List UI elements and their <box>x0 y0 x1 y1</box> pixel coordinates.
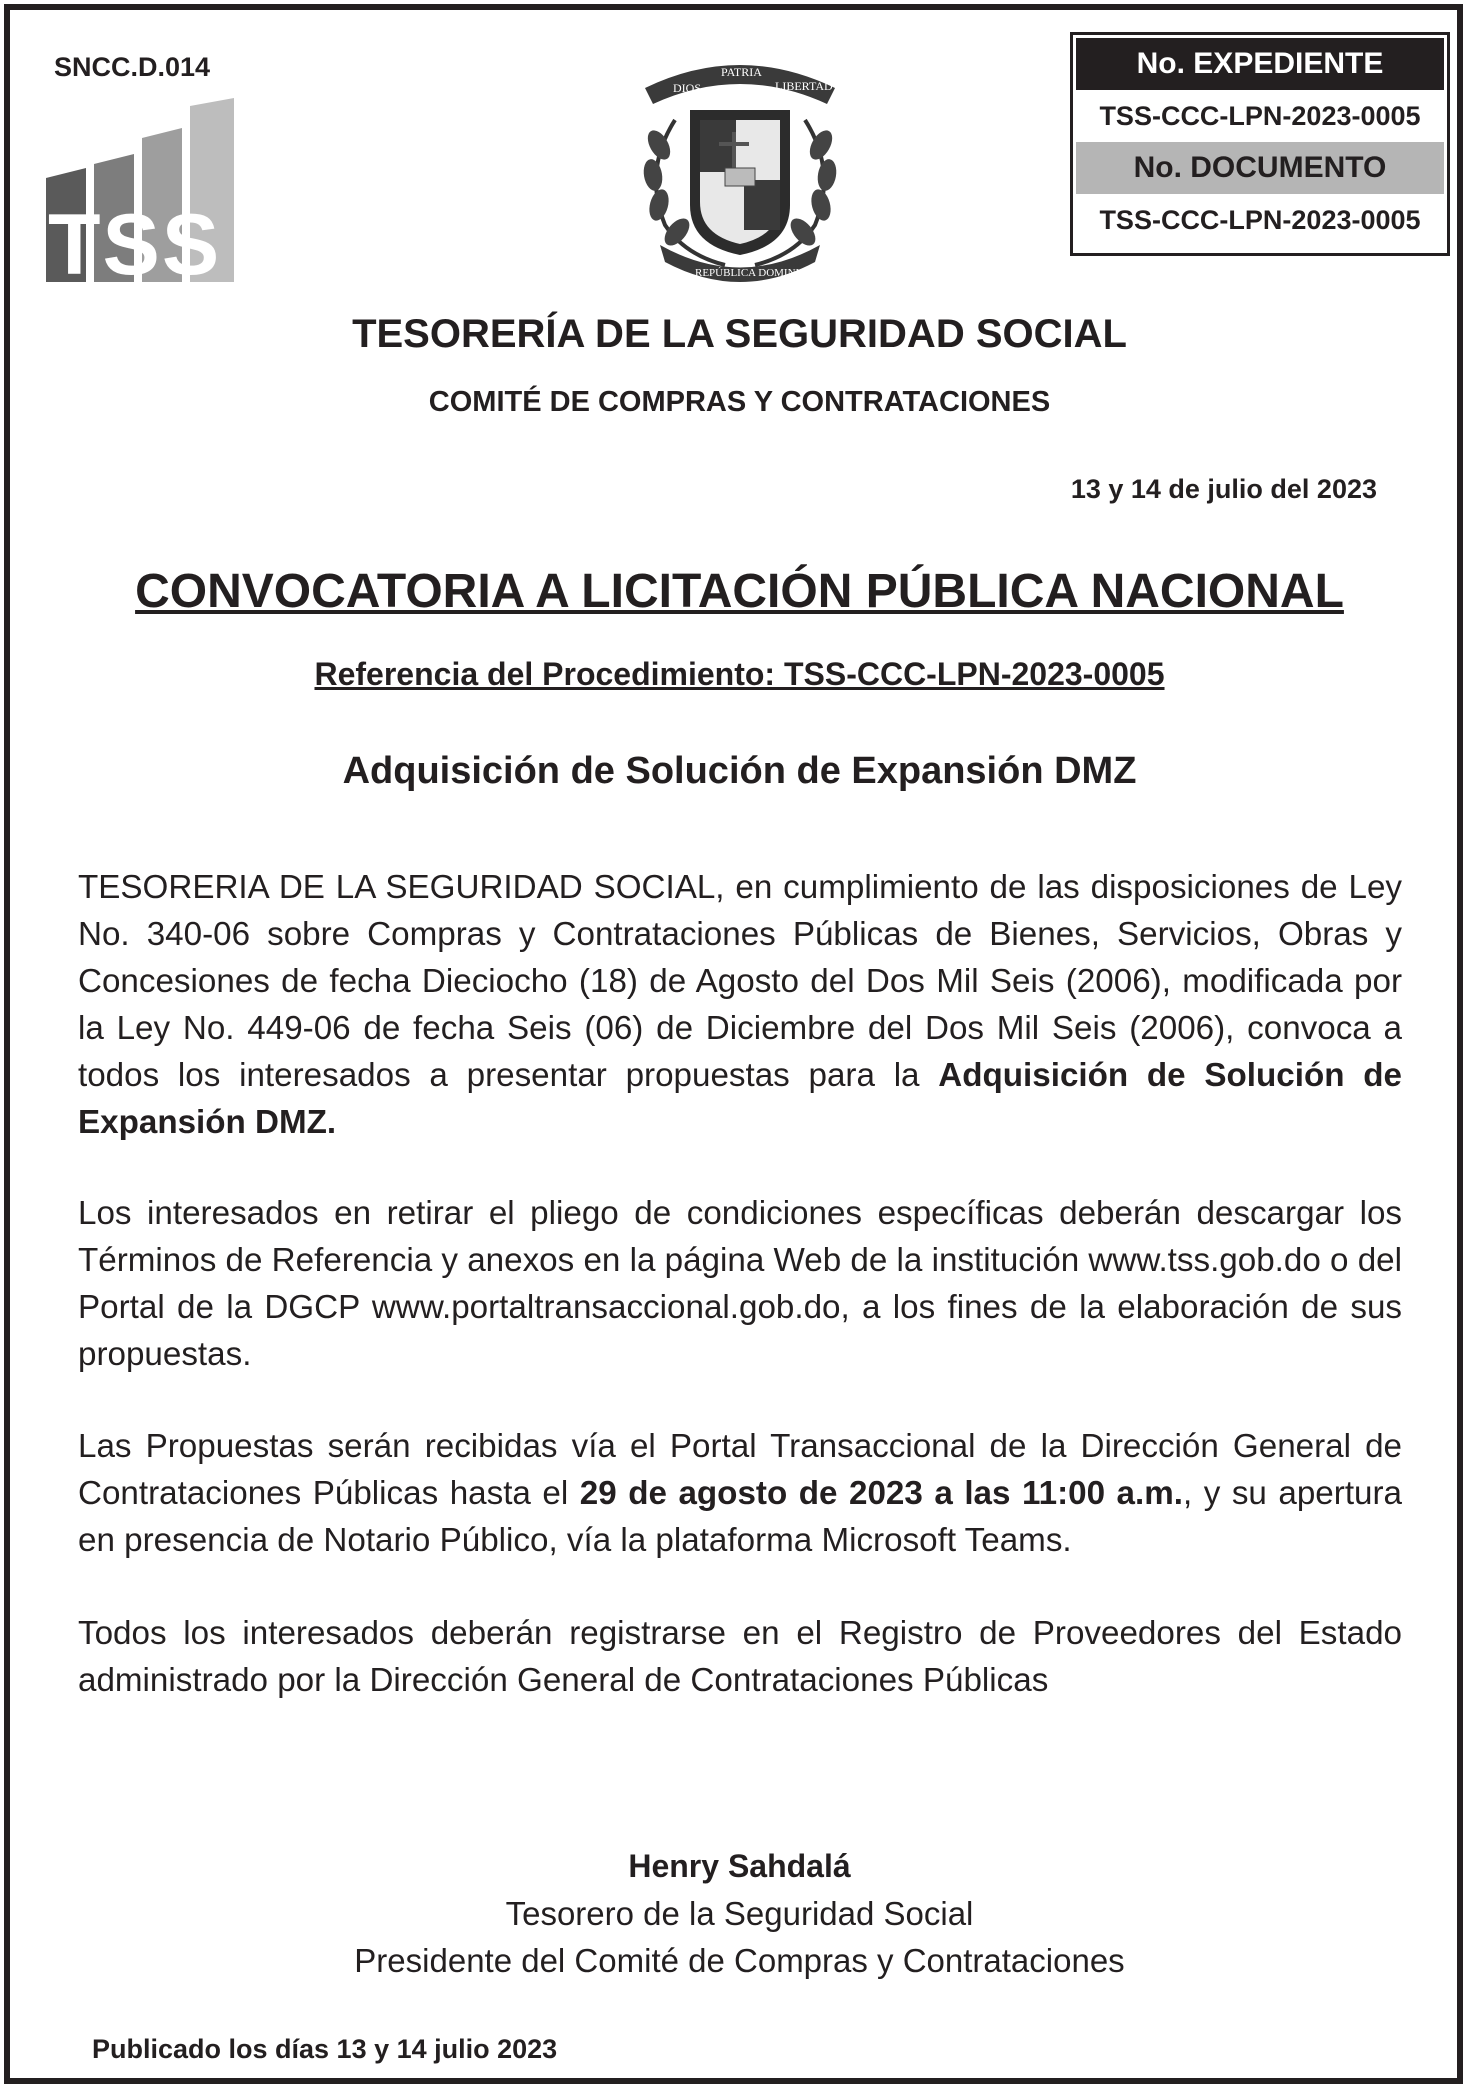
document-frame <box>4 4 1463 2084</box>
committee-name: COMITÉ DE COMPRAS Y CONTRATACIONES <box>428 386 1051 418</box>
expediente-value: TSS-CCC-LPN-2023-0005 <box>1099 100 1421 131</box>
signatory-role-president: Presidente del Comité de Compras y Contrataciones <box>354 1942 1125 1979</box>
tss-logo <box>46 98 240 282</box>
signatory-name: Henry Sahdalá <box>628 1848 851 1884</box>
expediente-box <box>1070 32 1450 256</box>
deadline-emphasis: 29 de agosto de 2023 a las 11:00 a.m. <box>579 1475 1183 1512</box>
form-code: SNCC.D.014 <box>54 52 211 82</box>
signatory-role-treasurer: Tesorero de la Seguridad Social <box>505 1895 974 1932</box>
svg-text:DIOS: DIOS <box>673 81 702 95</box>
procurement-subject: Adquisición de Solución de Expansión DMZ <box>342 750 1137 792</box>
publication-footer: Publicado los días 13 y 14 julio 2023 <box>92 2034 558 2064</box>
paragraph-legal-basis: TESORERIA DE LA SEGURIDAD SOCIAL, en cumplimiento de las disposiciones de Ley No. 340-06 sobre Compras y Contrataciones Públicas de Bienes, Servicios, Obras y Concesiones de fecha Dieciocho (18) de Agosto del Dos Mil Seis (2006), modificada por la Ley No. 449-06 de fecha Seis (06) de Diciembre del Dos Mil Seis (2006), convoca a todos los interesados a presentar propuestas para la Adquisición de Solución de Expansión DMZ. <box>78 869 1402 1141</box>
svg-text:LIBERTAD: LIBERTAD <box>775 79 833 93</box>
document-title: CONVOCATORIA A LICITACIÓN PÚBLICA NACIONAL <box>135 565 1344 618</box>
paragraph-registration: Todos los interesados deberán registrarse en el Registro de Proveedores del Estado administrado por la Dirección General de Contrataciones Públicas <box>78 1615 1402 1699</box>
publication-date: 13 y 14 de julio del 2023 <box>1070 474 1377 504</box>
svg-text:REPÚBLICA DOMINICANA: REPÚBLICA DOMINICANA <box>695 267 831 279</box>
logo-text: TSS <box>48 197 222 282</box>
svg-text:PATRIA: PATRIA <box>721 65 762 79</box>
paragraph-download-terms: Los interesados en retirar el pliego de condiciones específicas deberán descargar los Términos de Referencia y anexos en la página Web de la institución www.tss.gob.do o del Portal de la DGCP www.portaltransaccional.gob.do, a los fines de la elaboración de sus propuestas. <box>78 1195 1402 1373</box>
procedure-reference: Referencia del Procedimiento: TSS-CCC-LPN-2023-0005 <box>314 656 1165 692</box>
documento-label: No. DOCUMENTO <box>1076 142 1444 194</box>
expediente-label: No. EXPEDIENTE <box>1076 38 1444 90</box>
coat-of-arms-emblem <box>615 40 865 295</box>
documento-value: TSS-CCC-LPN-2023-0005 <box>1099 204 1421 235</box>
institution-name: TESORERÍA DE LA SEGURIDAD SOCIAL <box>352 312 1127 356</box>
subject-emphasis: Adquisición de Solución de Expansión DMZ. <box>78 1057 1402 1141</box>
paragraph-submission-deadline: Las Propuestas serán recibidas vía el Portal Transaccional de la Dirección General de Contrataciones Públicas hasta el 29 de agosto de 2023 a las 11:00 a.m., y su apertura en presencia de Notario Público, vía la plataforma Microsoft Teams. <box>78 1428 1403 1559</box>
